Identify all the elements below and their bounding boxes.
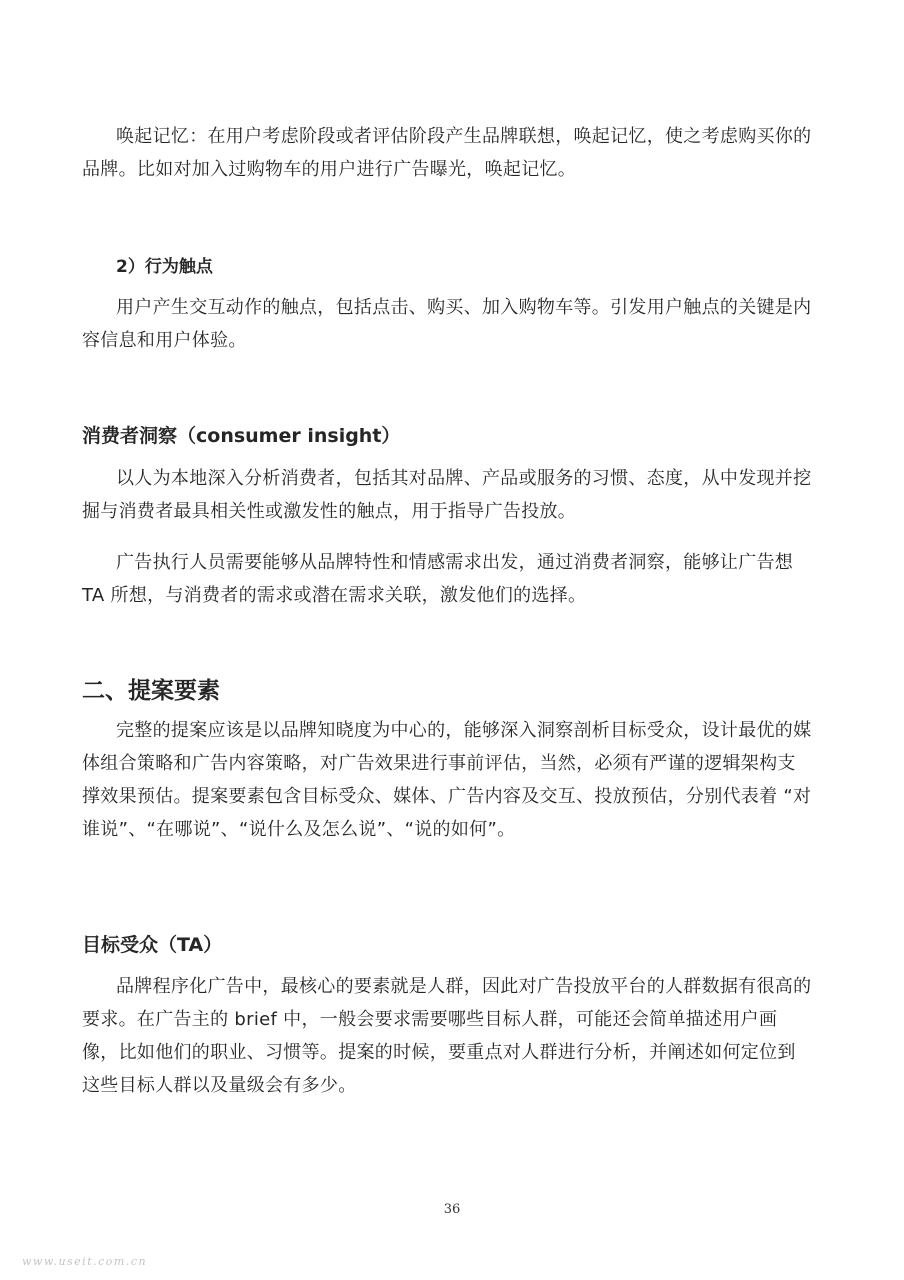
behavior-touchpoint-heading: 2）行为触点 (116, 257, 213, 277)
behavior-touchpoint-paragraph: 用户产生交互动作的触点，包括点击、购买、加入购物车等。引发用户触点的关键是内容信息和用户体验。 (82, 297, 812, 351)
target-audience-heading: 目标受众（TA） (82, 934, 223, 956)
consumer-insight-paragraph-2: 广告执行人员需要能够从品牌特性和情感需求出发，通过消费者洞察，能够让广告想 TA 所想，与消费者的需求或潜在需求关联，激发他们的选择。 (82, 552, 794, 606)
consumer-insight-paragraph-1: 以人为本地深入分析消费者，包括其对品牌、产品或服务的习惯、态度，从中发现并挖掘与消费者最具相关性或激发性的触点，用于指导广告投放。 (82, 468, 812, 522)
page-number: 36 (443, 1202, 461, 1217)
target-audience-paragraph: 品牌程序化广告中，最核心的要素就是人群，因此对广告投放平台的人群数据有很高的要求。在广告主的 brief 中，一般会要求需要哪些目标人群，可能还会简单描述用户画像，比如他们的职业、习惯等。提案的时候，要重点对人群进行分析，并阐述如何定位到这些目标人群以及量级会有多少。 (82, 976, 812, 1096)
proposal-elements-heading: 二、提案要素 (82, 678, 220, 704)
recall-paragraph: 唤起记忆：在用户考虑阶段或者评估阶段产生品牌联想，唤起记忆，使之考虑购买你的品牌。比如对加入过购物车的用户进行广告曝光，唤起记忆。 (82, 126, 812, 180)
watermark-url: www.useit.com.cn (22, 1255, 148, 1268)
proposal-elements-paragraph: 完整的提案应该是以品牌知晓度为中心的，能够深入洞察剖析目标受众，设计最优的媒体组合策略和广告内容策略，对广告效果进行事前评估，当然，必须有严谨的逻辑架构支撑效果预估。提案要素包含目标受众、媒体、广告内容及交互、投放预估，分别代表着 “对谁说”、“在哪说”、“说什么及怎么说”、“说的如何”。 (82, 720, 812, 840)
consumer-insight-heading: 消费者洞察（consumer insight） (82, 425, 401, 447)
